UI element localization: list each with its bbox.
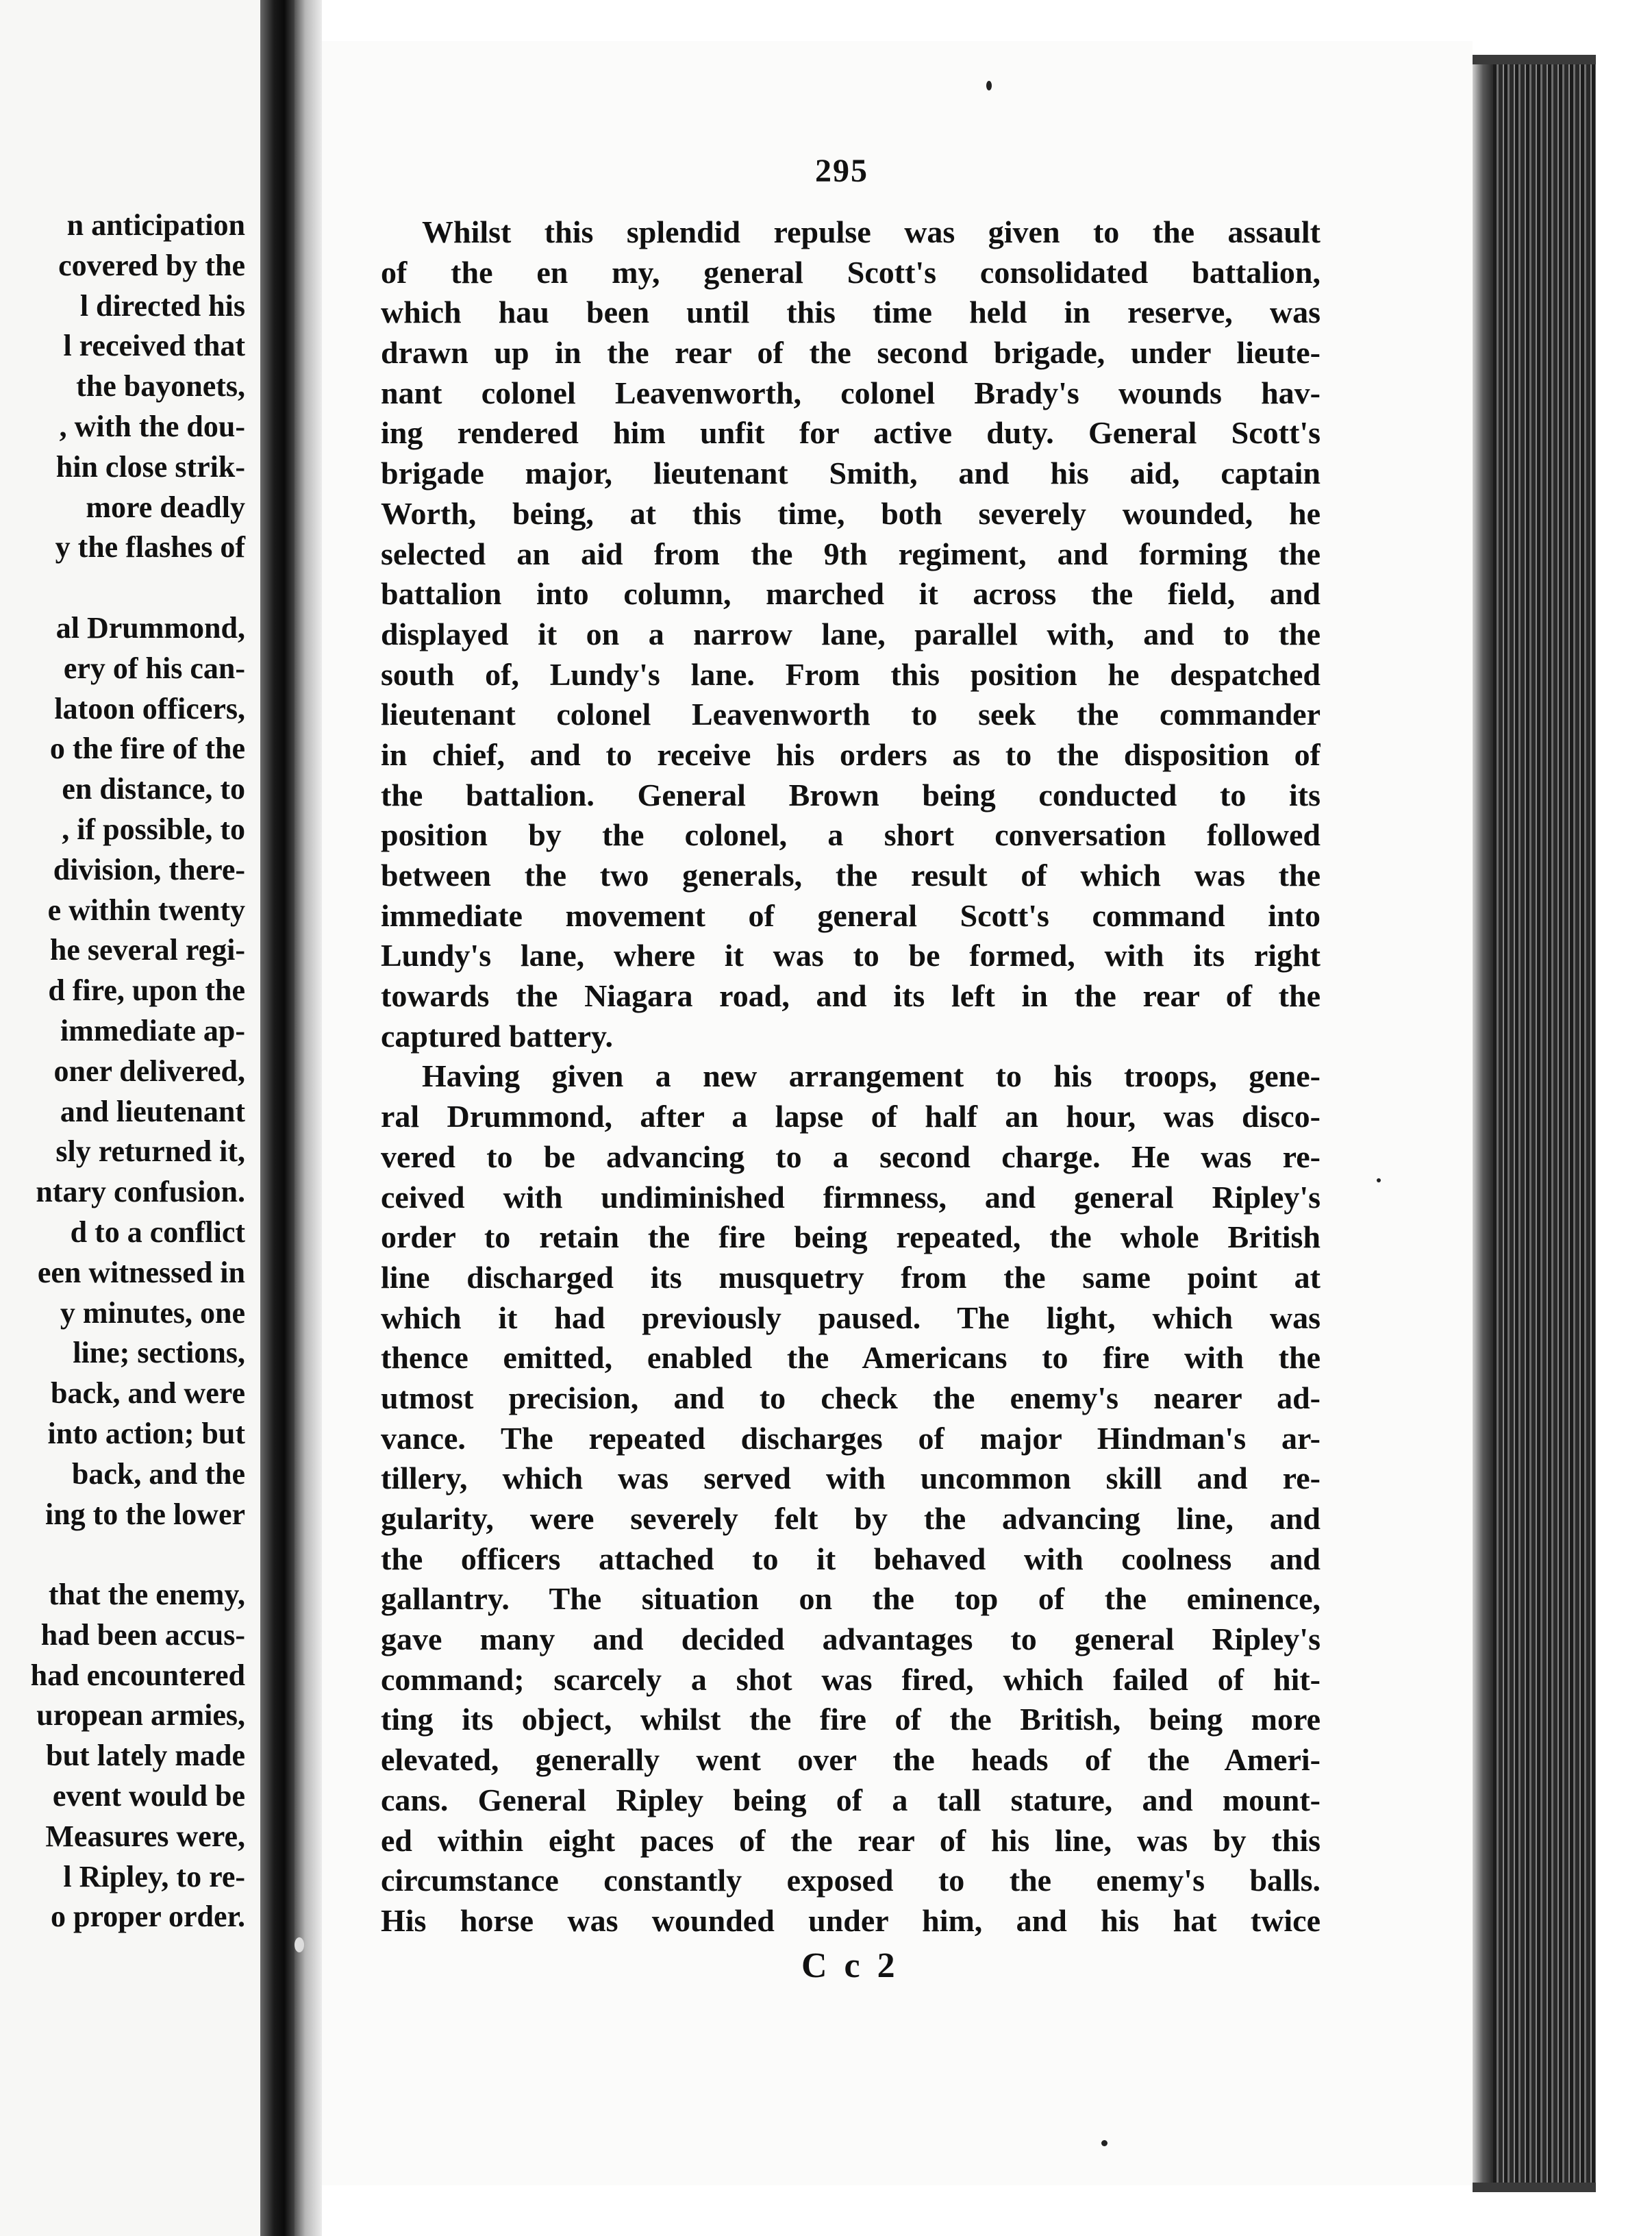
left-page-line: sly returned it, (55, 1134, 245, 1169)
text-line: the officers attached to it behaved with coolness and (381, 1541, 1321, 1576)
text-line: selected an aid from the 9th regiment, and forming the (381, 536, 1321, 571)
left-page-line: that the enemy, (48, 1578, 245, 1612)
page-stack-edges (1493, 62, 1596, 2185)
text-line: gularity, were severely felt by the advancing line, and (381, 1501, 1321, 1536)
page-number: 295 (815, 153, 868, 189)
text-line: command; scarcely a shot was fired, which failed of hit- (381, 1661, 1321, 1697)
signature-mark: C c 2 (801, 1946, 899, 1985)
text-line: captured battery. (381, 1018, 614, 1054)
text-line: which hau been until this time held in reserve, was (381, 295, 1321, 330)
text-line: the battalion. General Brown being conducted to its (381, 777, 1321, 812)
left-page-line: een witnessed in (37, 1255, 245, 1289)
left-page-line: ery of his can- (63, 651, 245, 685)
left-page-line (0, 1535, 260, 1575)
text-line: which it had previously paused. The light, which was (381, 1300, 1321, 1335)
text-line: utmost precision, and to check the enemy's nearer ad- (381, 1380, 1321, 1415)
left-page-line: y the flashes of (55, 530, 245, 564)
left-page-line: e within twenty (47, 893, 245, 927)
left-page-line: ntary confusion. (36, 1175, 245, 1209)
left-page-line: d to a conflict (70, 1215, 245, 1249)
scan-background (1596, 0, 1652, 2236)
left-page-line: o the fire of the (49, 732, 245, 766)
left-page-line: en distance, to (62, 772, 245, 806)
text-line: lieutenant colonel Leavenworth to seek the commander (381, 697, 1321, 732)
text-line: ed within eight paces of the rear of his line, was by this (381, 1822, 1321, 1858)
print-speck (1377, 1178, 1381, 1182)
text-line: displayed it on a narrow lane, parallel with, and to the (381, 616, 1321, 651)
text-line: tillery, which was served with uncommon skill and re- (381, 1461, 1321, 1496)
left-page-line: ing to the lower (45, 1497, 245, 1531)
text-line: battalion into column, marched it across the field, and (381, 576, 1321, 612)
page-stack-top (1473, 55, 1596, 64)
text-line: Worth, being, at this time, both severely wounded, he (381, 495, 1321, 531)
text-line: between the two generals, the result of which was the (381, 858, 1321, 893)
left-page-line: and lieutenant (60, 1094, 245, 1128)
text-line: line discharged its musquetry from the same point at (381, 1259, 1321, 1295)
text-line: nant colonel Leavenworth, colonel Brady's wounds hav- (381, 375, 1321, 410)
left-page-line: l directed his (79, 288, 245, 323)
text-line: order to retain the fire being repeated, the whole British (381, 1219, 1321, 1255)
left-page-line: latoon officers, (54, 691, 245, 725)
left-page-line: uropean armies, (36, 1698, 245, 1732)
print-speck (1101, 2140, 1107, 2146)
left-page-line: l Ripley, to re- (63, 1859, 245, 1893)
left-page-line: but lately made (46, 1739, 245, 1773)
left-page-line: hin close strik- (55, 449, 245, 484)
text-line: ceived with undiminished firmness, and general Ripley's (381, 1179, 1321, 1215)
page-stack-bottom (1473, 2183, 1596, 2192)
text-line: elevated, generally went over the heads of the Ameri- (381, 1742, 1321, 1778)
left-page-line: more deadly (86, 490, 245, 524)
left-page-line (0, 568, 260, 608)
text-line: vered to be advancing to a second charge. He was re- (381, 1139, 1321, 1174)
text-line: ral Drummond, after a lapse of half an hour, was disco- (381, 1099, 1321, 1134)
text-line: circumstance constantly exposed to the enemy's balls. (381, 1863, 1321, 1898)
left-page-line: , if possible, to (62, 812, 245, 846)
left-page-line: had encountered (30, 1658, 245, 1692)
left-page-line: he several regi- (49, 933, 245, 967)
left-page-text (0, 206, 260, 1937)
left-facing-page (0, 0, 260, 2236)
left-page-line: Measures were, (45, 1819, 245, 1853)
left-page-line: y minutes, one (60, 1295, 245, 1330)
text-line: His horse was wounded under him, and his hat twice (381, 1902, 1321, 1938)
print-speck (295, 1937, 304, 1952)
text-line: Whilst this splendid repulse was given to the assault (422, 214, 1321, 249)
left-page-line: the bayonets, (76, 369, 245, 403)
left-page-line: event would be (52, 1779, 245, 1813)
left-page-line: into action; but (47, 1416, 245, 1450)
text-line: ting its object, whilst the fire of the British, being more (381, 1702, 1321, 1737)
text-line: gave many and decided advantages to general Ripley's (381, 1622, 1321, 1657)
text-line: position by the colonel, a short conversation followed (381, 817, 1321, 853)
left-page-line: immediate ap- (60, 1013, 245, 1047)
text-line: Lundy's lane, where it was to be formed, with its right (381, 938, 1321, 973)
left-page-line: o proper order. (51, 1900, 245, 1934)
text-line: ing rendered him unfit for active duty. General Scott's (381, 415, 1321, 451)
text-line: vance. The repeated discharges of major Hindman's ar- (381, 1420, 1321, 1456)
left-page-line: , with the dou- (59, 409, 245, 443)
left-page-line: covered by the (58, 248, 245, 282)
left-page-line: oner delivered, (53, 1054, 245, 1088)
left-page-line: had been accus- (40, 1617, 245, 1652)
text-line: brigade major, lieutenant Smith, and his aid, captain (381, 456, 1321, 491)
page-edge-shadow (1473, 55, 1493, 2192)
left-page-line: n anticipation (66, 208, 245, 242)
gutter-shadow (295, 0, 322, 2236)
left-page-line: d fire, upon the (48, 973, 245, 1008)
left-page-line: line; sections, (73, 1336, 245, 1370)
text-line: cans. General Ripley being of a tall stature, and mount- (381, 1782, 1321, 1817)
print-speck (986, 81, 992, 90)
page-body-text (381, 212, 1321, 1941)
book-gutter (260, 0, 295, 2236)
text-line: immediate movement of general Scott's command into (381, 897, 1321, 933)
text-line: Having given a new arrangement to his troops, gene- (422, 1058, 1321, 1094)
text-line: thence emitted, enabled the Americans to fire with the (381, 1340, 1321, 1376)
left-page-line: division, there- (53, 852, 245, 886)
text-line: drawn up in the rear of the second brigade, under lieute- (381, 335, 1321, 371)
text-line: of the en my, general Scott's consolidated battalion, (381, 254, 1321, 290)
left-page-line: al Drummond, (55, 610, 245, 645)
left-page-line: l received that (63, 329, 245, 363)
text-line: gallantry. The situation on the top of the eminence, (381, 1581, 1321, 1617)
left-page-line: back, and the (71, 1456, 245, 1491)
text-line: in chief, and to receive his orders as to the disposition of (381, 736, 1321, 772)
text-line: towards the Niagara road, and its left in the rear of the (381, 978, 1321, 1014)
text-line: south of, Lundy's lane. From this position he despatched (381, 656, 1321, 692)
left-page-line: back, and were (51, 1376, 245, 1411)
